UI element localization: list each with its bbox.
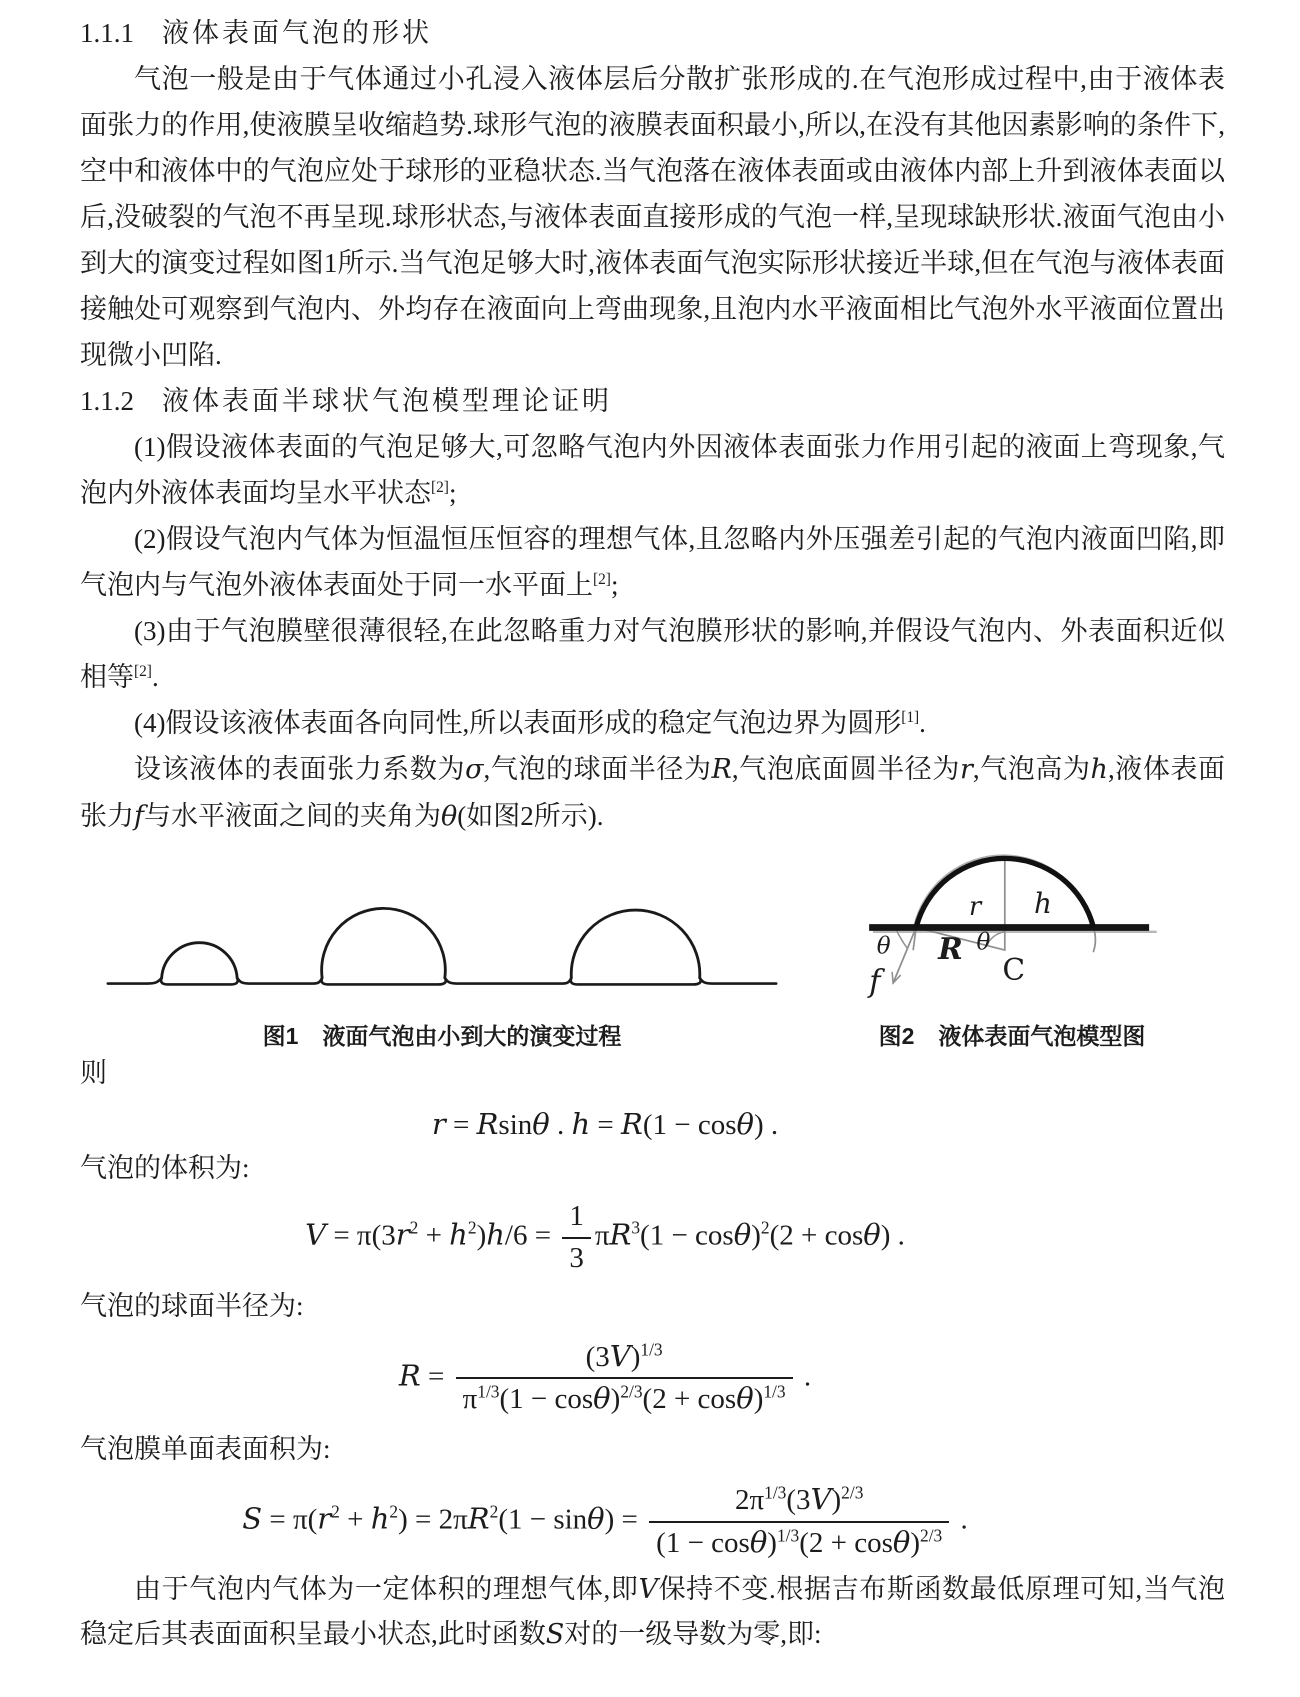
section-number: 1.1.2: [80, 386, 134, 416]
label-volume: 气泡的体积为:: [80, 1153, 250, 1184]
section-title: 液体表面半球状气泡模型理论证明: [162, 386, 612, 416]
label-theta-right: θ: [976, 929, 991, 956]
figure-1-bubble-evolution-drawing: [82, 891, 802, 1009]
label-h: h: [1034, 887, 1052, 921]
bubble-medium: [322, 908, 446, 977]
liquid-surface-line: [108, 978, 776, 985]
figures-row: [80, 846, 1225, 1050]
figure-2: [857, 846, 1167, 1050]
figure-2-caption: [857, 1023, 1167, 1050]
formula-sphere-radius: R = $\frac{(3V)^{1/3}}{\pi^{1/3}(1 - \cos\theta)^{2/3}(2 + \cos\theta)^{1/3}}$ .: [80, 1337, 1225, 1420]
figure-2-bubble-model-drawing: [857, 846, 1167, 1009]
figure-2-caption-label: 图2: [878, 1023, 915, 1049]
label-R: R: [938, 932, 963, 968]
label-r: r: [968, 892, 982, 923]
assumption-1: (1)假设液体表面的气泡足够大,可忽略气泡内外因液体表面张力作用引起的液面上弯现象,气泡内外液体表面均呈水平状态[2];: [80, 432, 1225, 508]
formula-surface-area: $S = \pi(r^2 + h^2) = 2\pi R^2(1 - \sin\theta)$ = $\frac{2\pi^{1/3}(3V)^{2/3}}{(1 - \cos\theta)^{1/3}(2 + \cos\theta)^{2/3}}$ .: [80, 1480, 1225, 1563]
paragraph-bubble-formation: 气泡一般是由于气体通过小孔浸入液体层后分散扩张形成的.在气泡形成过程中,由于液体表面张力的作用,使液膜呈收缩趋势.球形气泡的液膜表面积最小,所以,在没有其他因素影响的条件下,空中和液体中的气泡应处于球形的亚稳状态.当气泡落在液体表面或由液体内部上升到液体表面以后,没破裂的气泡不再呈现.球形状态,与液体表面直接形成的气泡一样,呈现球缺形状.液面气泡由小到大的演变过程如图1所示.当气泡足够大时,液体表面气泡实际形状接近半球,但在气泡与液体表面接触处可观察到气泡内、外均存在液面向上弯曲现象,且泡内水平液面相比气泡外水平液面位置出现微小凹陷.: [80, 64, 1225, 370]
assumption-4: (4)假设该液体表面各向同性,所以表面形成的稳定气泡边界为圆形[1].: [134, 708, 926, 738]
bubble-film-shadow-arc: [915, 856, 1092, 925]
formula-r-h-relations: r = Rsinθ . h = R(1 − cosθ) .: [431, 1107, 779, 1141]
connector-then: 则: [80, 1058, 107, 1088]
section-heading-1-1-2: [80, 378, 1225, 424]
formula-volume: $V = \pi(3r^2 + h^2)h/6$ = $\frac{1}{3}$ $\pi R^3(1 - \cos\theta)^2(2 + \cos\theta)$ .: [80, 1197, 1225, 1278]
paragraph-closing: 由于气泡内气体为一定体积的理想气体,即V保持不变.根据吉布斯函数最低原理可知,当气泡稳定后其表面面积呈最小状态,此时函数S对的一级导数为零,即:: [80, 1574, 1226, 1651]
paragraph-variable-setup: 设该液体的表面张力系数为σ,气泡的球面半径为R,气泡底面圆半径为r,气泡高为h,液体表面张力f与水平液面之间的夹角为θ(如图2所示).: [80, 754, 1226, 832]
section-title: 液体表面气泡的形状: [162, 18, 432, 48]
figure-2-caption-text: 液体表面气泡模型图: [938, 1023, 1146, 1049]
label-surface-area: 气泡膜单面表面积为:: [80, 1434, 331, 1464]
figure-1-caption: [82, 1023, 802, 1050]
section-number: 1.1.1: [80, 18, 134, 48]
section-heading-1-1-1: [80, 10, 1225, 56]
figure-1: [82, 891, 802, 1050]
assumption-3: (3)由于气泡膜壁很薄很轻,在此忽略重力对气泡膜形状的影响,并假设气泡内、外表面积近似相等[2].: [80, 616, 1225, 692]
figure-1-caption-text: 液面气泡由小到大的演变过程: [322, 1023, 622, 1049]
bubble-small: [162, 943, 238, 978]
figure-1-caption-label: 图1: [262, 1023, 299, 1049]
assumption-2: (2)假设气泡内气体为恒温恒压恒容的理想气体,且忽略内外压强差引起的气泡内液面凹陷,即气泡内与气泡外液体表面处于同一水平面上[2];: [80, 524, 1225, 600]
label-theta-left: θ: [876, 933, 891, 960]
label-sphere-radius: 气泡的球面半径为:: [80, 1290, 304, 1321]
label-C: C: [1002, 953, 1026, 989]
label-f: f: [869, 964, 881, 1000]
tension-arrow: [893, 928, 916, 984]
bubble-large: [571, 910, 700, 978]
right-contact-tick: [1094, 928, 1096, 952]
